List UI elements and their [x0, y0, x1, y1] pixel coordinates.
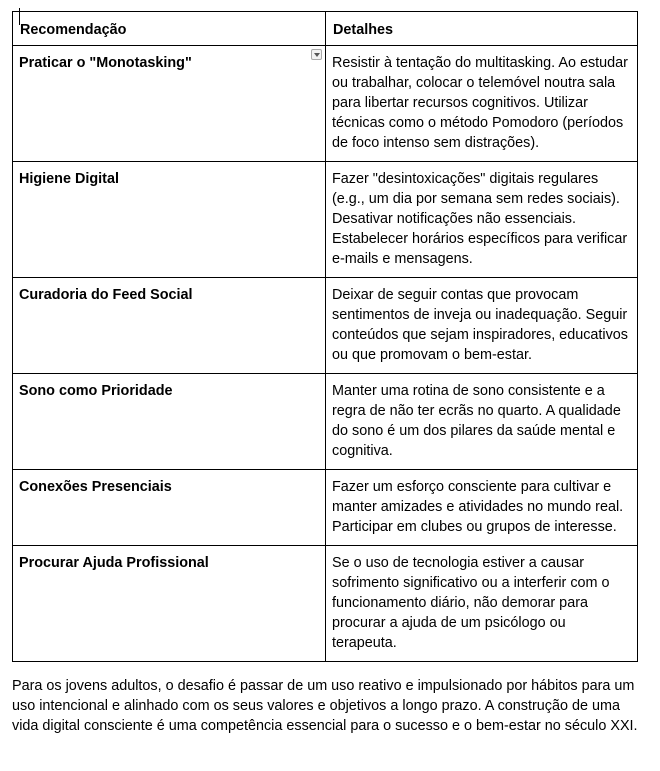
cell-recommendation[interactable] [13, 374, 326, 470]
table-row [13, 278, 638, 374]
chevron-down-icon [314, 53, 320, 57]
cell-details[interactable]: Resistir à tentação do multitasking. Ao estudar ou trabalhar, colocar o telemóvel noutra sala para libertar recursos cognitivos. Utilizar técnicas como o método Pomodoro (períodos de foco intenso sem distrações). [326, 46, 638, 162]
table-row [13, 470, 638, 546]
table-row [13, 546, 638, 662]
text-cursor [19, 8, 20, 25]
recommendation-label: Conexões Presenciais [19, 479, 172, 495]
table-row [13, 46, 638, 162]
cell-details[interactable]: Fazer um esforço consciente para cultivar e manter amizades e atividades no mundo real. Participar em clubes ou grupos de interesse. [326, 470, 638, 546]
header-details[interactable]: Detalhes [326, 12, 638, 46]
cell-recommendation[interactable] [13, 546, 326, 662]
recommendations-table [12, 11, 638, 662]
recommendation-label: Sono como Prioridade [19, 383, 173, 399]
cell-details[interactable]: Manter uma rotina de sono consistente e a regra de não ter ecrãs no quarto. A qualidade do sono é um dos pilares da saúde mental e cognitiva. [326, 374, 638, 470]
cell-recommendation[interactable] [13, 162, 326, 278]
cell-details[interactable]: Deixar de seguir contas que provocam sentimentos de inveja ou inadequação. Seguir conteúdos que sejam inspiradores, educativos ou que promovam o bem-estar. [326, 278, 638, 374]
cell-recommendation[interactable] [13, 470, 326, 546]
cell-details[interactable]: Fazer "desintoxicações" digitais regulares (e.g., um dia por semana sem redes sociais). Desativar notificações não essenciais. Estabelecer horários específicos para verificar e-mails e mensagens. [326, 162, 638, 278]
cell-recommendation[interactable] [13, 46, 326, 162]
recommendation-label: Procurar Ajuda Profissional [19, 555, 209, 571]
recommendation-label: Praticar o "Monotasking" [19, 55, 192, 71]
table-row [13, 374, 638, 470]
recommendation-label: Higiene Digital [19, 171, 119, 187]
table-row [13, 162, 638, 278]
closing-paragraph[interactable]: Para os jovens adultos, o desafio é passar de um uso reativo e impulsionado por hábitos para um uso intencional e alinhado com os seus valores e objetivos a longo prazo. A construção de uma vida digital consciente é uma competência essencial para o sucesso e o bem-estar no século XXI. [12, 678, 638, 734]
table-header-row [13, 12, 638, 46]
cell-details[interactable]: Se o uso de tecnologia estiver a causar sofrimento significativo ou a interferir com o funcionamento diário, não demorar para procurar a ajuda de um psicólogo ou terapeuta. [326, 546, 638, 662]
cell-recommendation[interactable] [13, 278, 326, 374]
cell-menu-button[interactable] [311, 49, 322, 60]
recommendation-label: Curadoria do Feed Social [19, 287, 193, 303]
header-recommendation[interactable]: Recomendação [13, 12, 326, 46]
